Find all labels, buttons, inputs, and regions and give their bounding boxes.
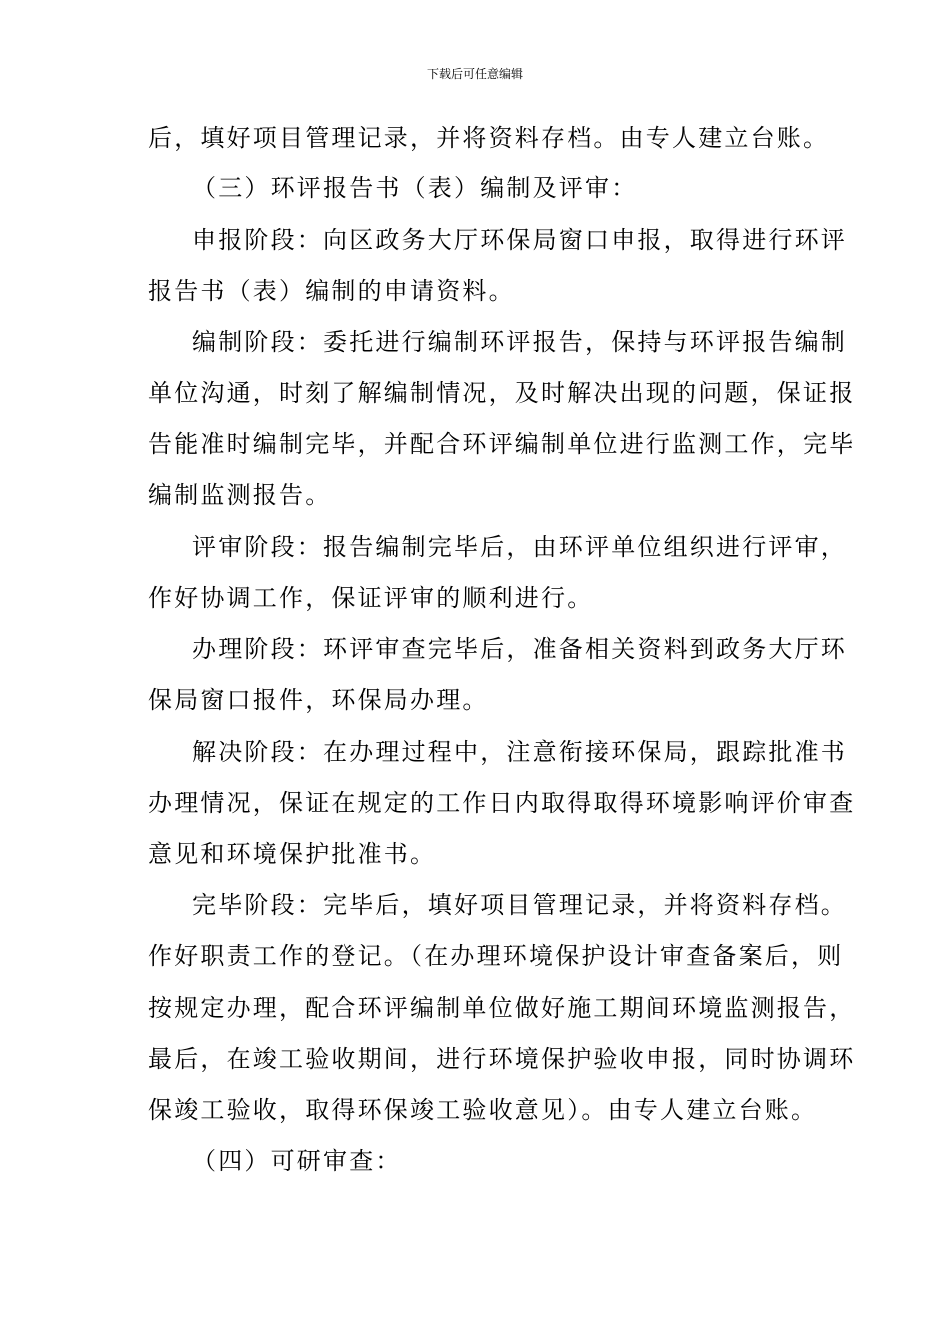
body-line: 后，填好项目管理记录，并将资料存档。由专人建立台账。 [148, 124, 830, 152]
body-line: 报告书（表）编制的申请资料。 [148, 277, 515, 305]
body-line: 申报阶段：向区政务大厅环保局窗口申报，取得进行环评 [192, 226, 847, 254]
body-line: 作好协调工作，保证评审的顺利进行。 [148, 584, 594, 612]
body-line: 单位沟通，时刻了解编制情况，及时解决出现的问题，保证报 [148, 379, 856, 407]
section-heading: （三）环评报告书（表）编制及评审： [192, 174, 638, 202]
body-line: 意见和环境保护批准书。 [148, 840, 437, 868]
body-line: 办理情况，保证在规定的工作日内取得取得环境影响评价审查 [148, 789, 856, 817]
body-line: 评审阶段：报告编制完毕后，由环评单位组织进行评审， [192, 533, 847, 561]
body-line: 告能准时编制完毕，并配合环评编制单位进行监测工作，完毕 [148, 430, 856, 458]
body-line: 解决阶段：在办理过程中，注意衔接环保局，跟踪批准书 [192, 738, 847, 766]
body-line: 编制监测报告。 [148, 481, 332, 509]
body-line: 完毕阶段：完毕后，填好项目管理记录，并将资料存档。 [192, 891, 847, 919]
body-line: 作好职责工作的登记。（在办理环境保护设计审查备案后，则 [148, 942, 844, 970]
body-line: 最后，在竣工验收期间，进行环境保护验收申报，同时协调环 [148, 1045, 856, 1073]
body-line: 保局窗口报件，环保局办理。 [148, 686, 489, 714]
page-header: 下载后可任意编辑 [426, 67, 523, 81]
section-heading: （四）可研审查： [192, 1147, 402, 1175]
body-line: 编制阶段：委托进行编制环评报告，保持与环评报告编制 [192, 328, 847, 356]
body-line: 按规定办理，配合环评编制单位做好施工期间环境监测报告， [148, 994, 856, 1022]
body-line: 保竣工验收，取得环保竣工验收意见）。由专人建立台账。 [148, 1096, 818, 1124]
body-line: 办理阶段：环评审查完毕后，准备相关资料到政务大厅环 [192, 635, 847, 663]
